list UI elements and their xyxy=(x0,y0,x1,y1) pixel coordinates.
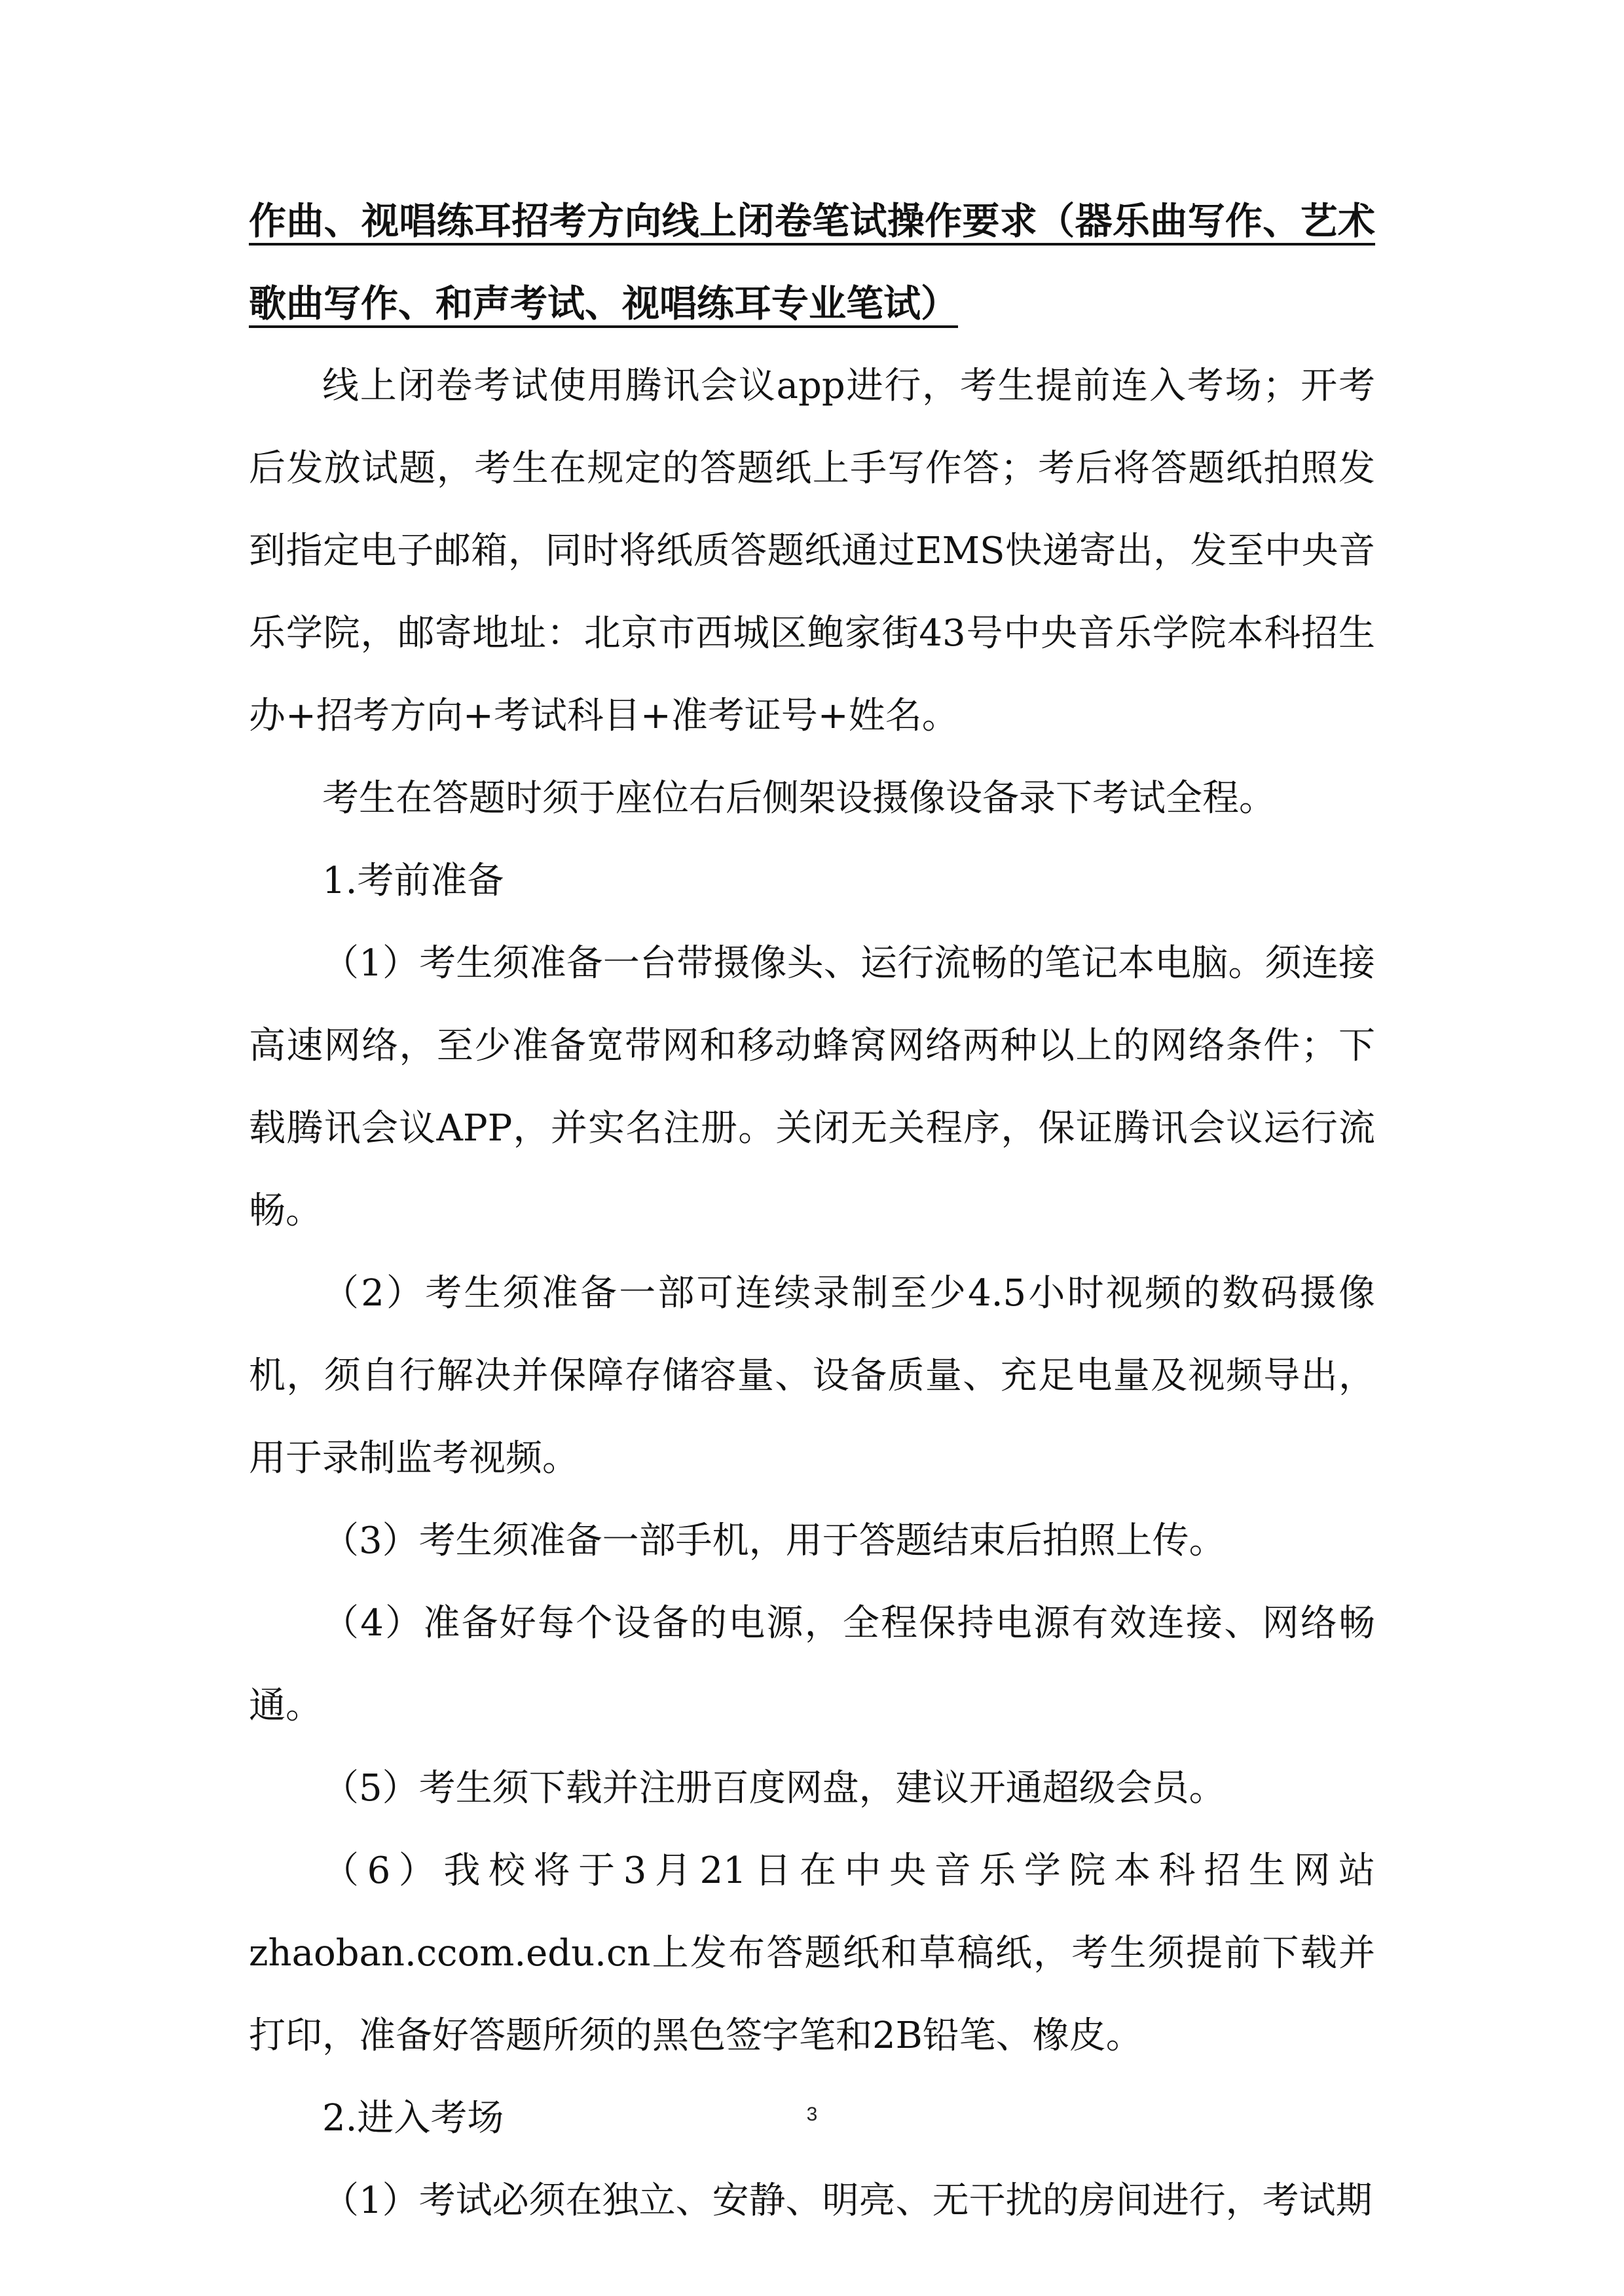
paragraph-exam-method: 线上闭卷考试使用腾讯会议app进行，考生提前连入考场；开考后发放试题，考生在规定的答题纸上手写作答；考后将答题纸拍照发到指定电子邮箱，同时将纸质答题纸通过EMS快递寄出，发至中央音乐学院，邮寄地址：北京市西城区鲍家街43号中央音乐学院本科招生办+招考方向+考试科目+准考证号+姓名。 xyxy=(249,365,1375,737)
document-body xyxy=(249,180,1375,2242)
page-number: 3 xyxy=(806,2104,818,2125)
section-heading-preparation: 1.考前准备 xyxy=(322,860,504,902)
paragraph-item-power: （4）准备好每个设备的电源，全程保持电源有效连接、网络畅通。 xyxy=(249,1602,1375,1727)
paragraph-item-netdisk: （5）考生须下载并注册百度网盘，建议开通超级会员。 xyxy=(322,1767,1226,1810)
document-title-text: 作曲、视唱练耳招考方向线上闭卷笔试操作要求（器乐曲写作、艺术歌曲写作、和声考试、视唱练耳专业笔试） xyxy=(249,199,1375,325)
paragraph-item-phone: （3）考生须准备一部手机，用于答题结束后拍照上传。 xyxy=(322,1520,1226,1562)
paragraph-item-camera: （2）考生须准备一部可连续录制至少4.5小时视频的数码摄像机，须自行解决并保障存储容量、设备质量、充足电量及视频导出，用于录制监考视频。 xyxy=(249,1272,1375,1480)
paragraph-item-answer-sheet: （6）我校将于3月21日在中央音乐学院本科招生网站zhaoban.ccom.edu.cn上发布答题纸和草稿纸，考生须提前下载并打印，准备好答题所须的黑色签字笔和2B铅笔、橡皮。 xyxy=(249,1850,1375,2057)
paragraph-camera-setup: 考生在答题时须于座位右后侧架设摄像设备录下考试全程。 xyxy=(322,777,1276,820)
document-title xyxy=(249,180,1375,345)
paragraph-item-room: （1）考试必须在独立、安静、明亮、无干扰的房间进行，考试期 xyxy=(322,2179,1373,2222)
section-heading-enter-exam: 2.进入考场 xyxy=(322,2097,504,2140)
paragraph-item-computer: （1）考生须准备一台带摄像头、运行流畅的笔记本电脑。须连接高速网络，至少准备宽带网和移动蜂窝网络两种以上的网络条件；下载腾讯会议APP，并实名注册。关闭无关程序，保证腾讯会议运行流畅。 xyxy=(249,942,1375,1232)
